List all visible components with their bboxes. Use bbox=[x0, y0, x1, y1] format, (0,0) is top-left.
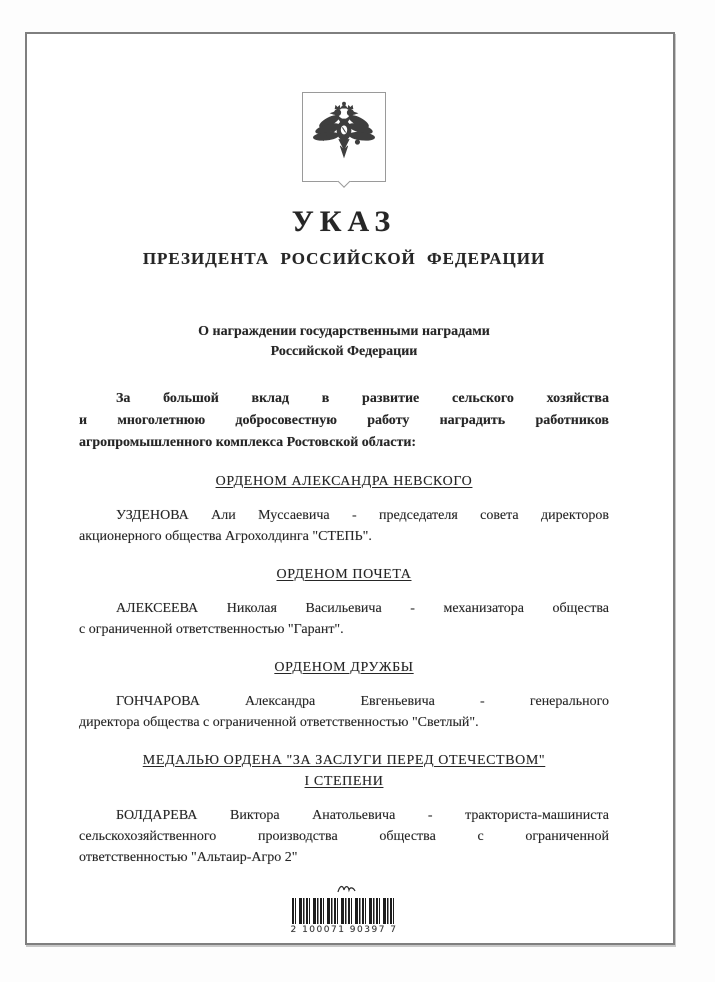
decree-page bbox=[25, 32, 675, 945]
coat-of-arms-frame bbox=[302, 92, 386, 182]
text-line: УЗДЕНОВА Али Муссаевича - председателя совета директоров bbox=[116, 508, 609, 523]
award-recipient bbox=[79, 691, 609, 733]
double-headed-eagle-icon bbox=[312, 99, 376, 176]
text-line: ОРДЕНОМ ДРУЖБЫ bbox=[274, 660, 414, 675]
text-line: ОРДЕНОМ АЛЕКСАНДРА НЕВСКОГО bbox=[215, 474, 473, 489]
award-recipient bbox=[79, 598, 609, 640]
award-recipient bbox=[79, 505, 609, 547]
text-line: Российской Федерации bbox=[270, 344, 418, 359]
document-title: УКАЗ bbox=[291, 205, 397, 238]
decree-preamble bbox=[79, 388, 609, 454]
barcode-block bbox=[288, 880, 400, 935]
decree-content bbox=[27, 92, 673, 935]
document-issuer: ПРЕЗИДЕНТА РОССИЙСКОЙ ФЕДЕРАЦИИ bbox=[142, 249, 546, 268]
handwritten-mark bbox=[294, 880, 400, 898]
text-line: ответственностью "Альтаир-Агро 2" bbox=[79, 850, 298, 865]
award-recipient bbox=[79, 805, 609, 868]
text-line: директора общества с ограниченной ответственностью "Светлый". bbox=[79, 715, 479, 730]
text-line: I СТЕПЕНИ bbox=[304, 774, 384, 789]
emblem-frame-point bbox=[338, 175, 351, 188]
award-heading bbox=[79, 657, 609, 678]
barcode-number: 2 100071 90397 7 bbox=[290, 925, 398, 935]
text-line: ОРДЕНОМ ПОЧЕТА bbox=[276, 567, 412, 582]
barcode bbox=[292, 898, 396, 924]
award-section-nevsky bbox=[79, 471, 609, 547]
text-line: БОЛДАРЕВА Виктора Анатольевича - тракториста-машиниста bbox=[116, 808, 609, 823]
text-line: ГОНЧАРОВА Александра Евгеньевича - генерального bbox=[116, 694, 609, 709]
text-line: МЕДАЛЬЮ ОРДЕНА "ЗА ЗАСЛУГИ ПЕРЕД ОТЕЧЕСТВОМ" bbox=[142, 753, 546, 768]
text-line: и многолетнюю добросовестную работу наградить работников bbox=[79, 413, 609, 428]
text-line: акционерного общества Агрохолдинга "СТЕПЬ". bbox=[79, 529, 372, 544]
award-section-pocheta bbox=[79, 564, 609, 640]
text-line: За большой вклад в развитие сельского хозяйства bbox=[116, 391, 609, 406]
award-section-medal-otechestvo bbox=[79, 750, 609, 868]
decree-subject bbox=[79, 322, 609, 362]
award-section-druzhby bbox=[79, 657, 609, 733]
award-heading bbox=[79, 471, 609, 492]
award-heading bbox=[79, 750, 609, 792]
text-line: с ограниченной ответственностью "Гарант". bbox=[79, 622, 344, 637]
text-line: АЛЕКСЕЕВА Николая Васильевича - механизатора общества bbox=[116, 601, 609, 616]
text-line: О награждении государственными наградами bbox=[198, 324, 490, 339]
text-line: сельскохозяйственного производства общества с ограниченной bbox=[79, 829, 609, 844]
award-heading bbox=[79, 564, 609, 585]
text-line: агропромышленного комплекса Ростовской области: bbox=[79, 435, 417, 450]
